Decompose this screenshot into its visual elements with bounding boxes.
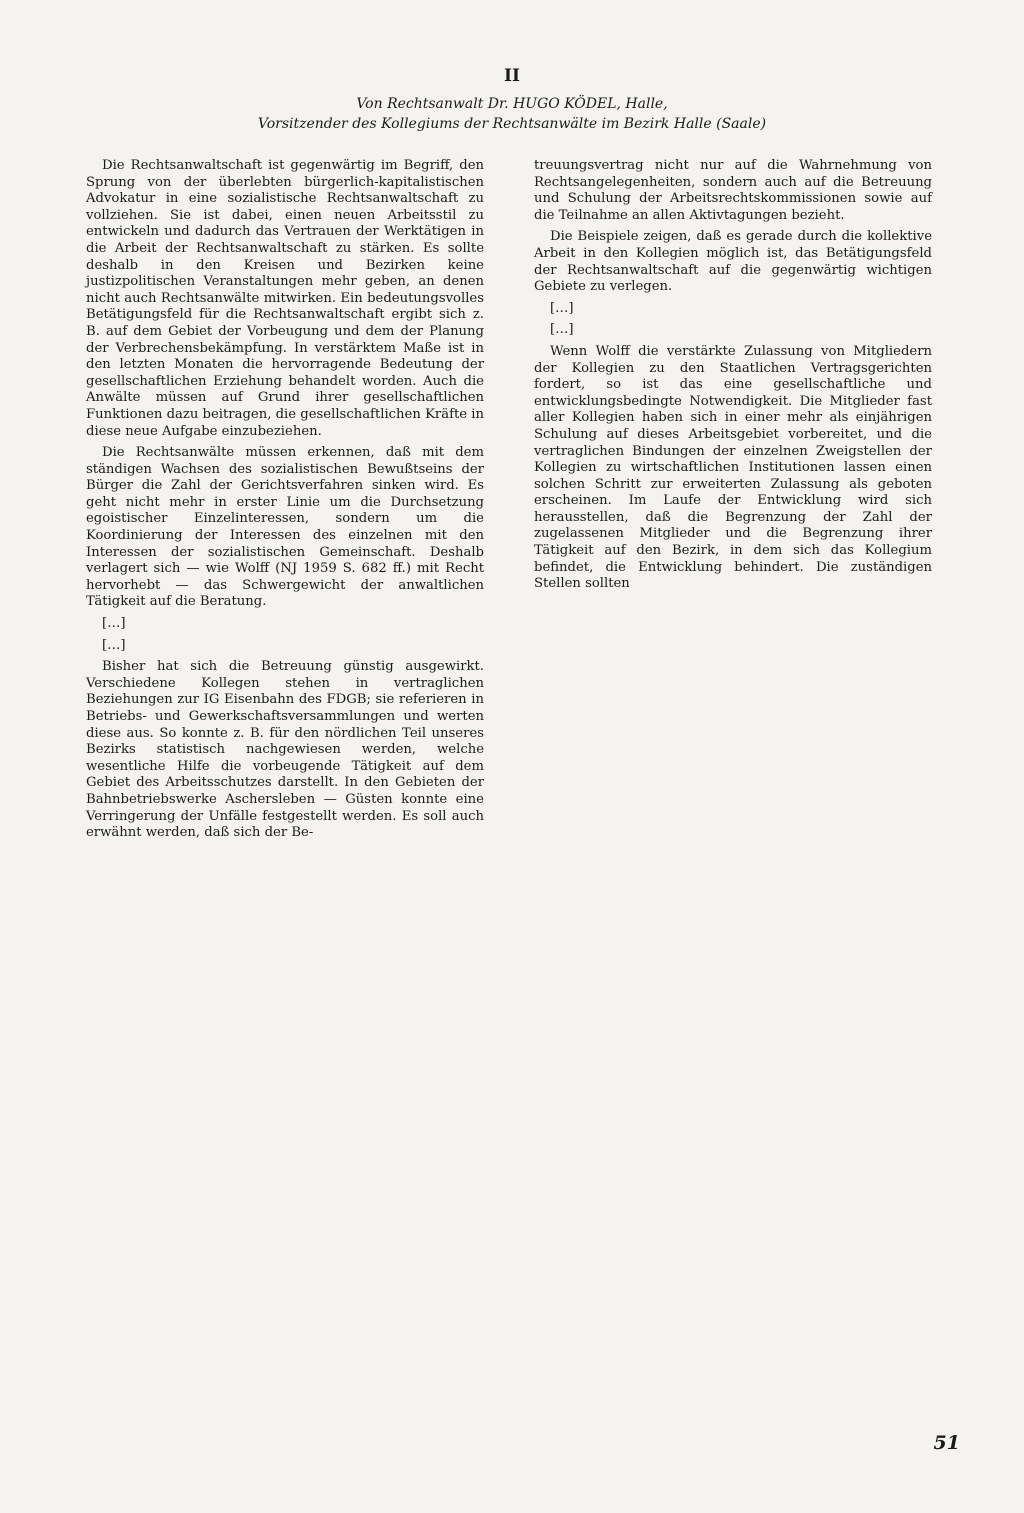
author-line-1: Von Rechtsanwalt Dr. HUGO KÖDEL, Halle, bbox=[356, 96, 668, 112]
paragraph: Die Rechtsanwaltschaft ist gegenwärtig im Begriff, den Sprung von der überlebten bürgerlich-kapitalistischen Advokatur in eine sozialistische Rechtsanwaltschaft zu vollziehen. Sie ist dabei, einen neuen Arbeitsstil zu entwickeln und dadurch das Vertrauen der Werktätigen in die Arbeit der Rechtsanwaltschaft zu stärken. Es sollte deshalb in den Kreisen und Bezirken keine justizpolitischen Veranstaltungen mehr geben, an denen nicht auch Rechtsanwälte mitwirken. Ein bedeutungsvolles Betätigungsfeld für die Rechtsanwaltschaft ergibt sich z. B. auf dem Gebiet der Vorbeugung und dem der Planung der Verbrechensbekämpfung. In verstärktem Maße ist in den letzten Monaten die hervorragende Bedeutung der gesellschaftlichen Erziehung behandelt worden. Auch die Anwälte müssen auf Grund ihrer gesellschaftlichen Funktionen dazu beitragen, die gesellschaftlichen Kräfte in diese neue Aufgabe einzubeziehen. bbox=[86, 158, 484, 439]
author-line-2: Vorsitzender des Kollegiums der Rechtsanwälte im Bezirk Halle (Saale) bbox=[257, 116, 767, 132]
right-column bbox=[534, 158, 932, 598]
paragraph: […] bbox=[550, 322, 574, 338]
author-byline bbox=[60, 94, 964, 134]
left-column bbox=[86, 158, 484, 847]
paragraph: Die Beispiele zeigen, daß es gerade durch die kollektive Arbeit in den Kollegien möglich ist, das Betätigungsfeld der Rechtsanwaltschaft auf die gegenwärtig wichtigen Gebiete zu verlegen. bbox=[534, 229, 932, 295]
paragraph: Bisher hat sich die Betreuung günstig ausgewirkt. Verschiedene Kollegen stehen in vertraglichen Beziehungen zur IG Eisenbahn des FDGB; sie referieren in Betriebs- und Gewerkschaftsversammlungen und werten diese aus. So konnte z. B. für den nördlichen Teil unseres Bezirks statistisch nachgewiesen werden, welche wesentliche Hilfe die vorbeugende Tätigkeit auf dem Gebiet des Arbeitsschutzes darstellt. In den Gebieten der Bahnbetriebswerke Aschersleben — Güsten konnte eine Verringerung der Unfälle festgestellt werden. Es soll auch erwähnt werden, daß sich der Be- bbox=[86, 659, 484, 841]
page-number: 51 bbox=[933, 1432, 960, 1454]
paragraph: […] bbox=[550, 300, 574, 316]
paragraph: Die Rechtsanwälte müssen erkennen, daß mit dem ständigen Wachsen des sozialistischen Bewußtseins der Bürger die Zahl der Gerichtsverfahren sinken wird. Es geht nicht mehr in erster Linie um die Durchsetzung egoistischer Einzelinteressen, sondern um die Koordinierung der Interessen des einzelnen mit den Interessen der sozialistischen Gemeinschaft. Deshalb verlagert sich — wie Wolff (NJ 1959 S. 682 ff.) mit Recht hervorhebt — das Schwergewicht der anwaltlichen Tätigkeit auf die Beratung. bbox=[86, 445, 484, 610]
paragraph: […] bbox=[102, 616, 126, 632]
paragraph: Wenn Wolff die verstärkte Zulassung von Mitgliedern der Kollegien zu den Staatlichen Vertragsgerichten fordert, so ist das eine gesellschaftliche und entwicklungsbedingte Notwendigkeit. Die Mitglieder fast aller Kollegien haben sich in einer mehr als einjährigen Schulung auf dieses Arbeitsgebiet vorbereitet, und die vertraglichen Bindungen der einzelnen Zweigstellen der Kollegien zu wirtschaftlichen Institutionen lassen einen solchen Schritt zur erweiterten Zulassung als geboten erscheinen. Im Laufe der Entwicklung wird sich herausstellen, daß die Begrenzung der Zahl der zugelassenen Mitglieder und die Begrenzung ihrer Tätigkeit auf den Bezirk, in dem sich das Kollegium befindet, die Entwicklung behindert. Die zuständigen Stellen sollten bbox=[534, 343, 932, 592]
paragraph: […] bbox=[102, 637, 126, 653]
paragraph-continued: treuungsvertrag nicht nur auf die Wahrnehmung von Rechtsangelegenheiten, sondern auch auf die Betreuung und Schulung der Arbeitsrechtskommissionen sowie auf die Teilnahme an allen Aktivtagungen bezieht. bbox=[534, 158, 932, 223]
section-number: II bbox=[504, 66, 520, 86]
